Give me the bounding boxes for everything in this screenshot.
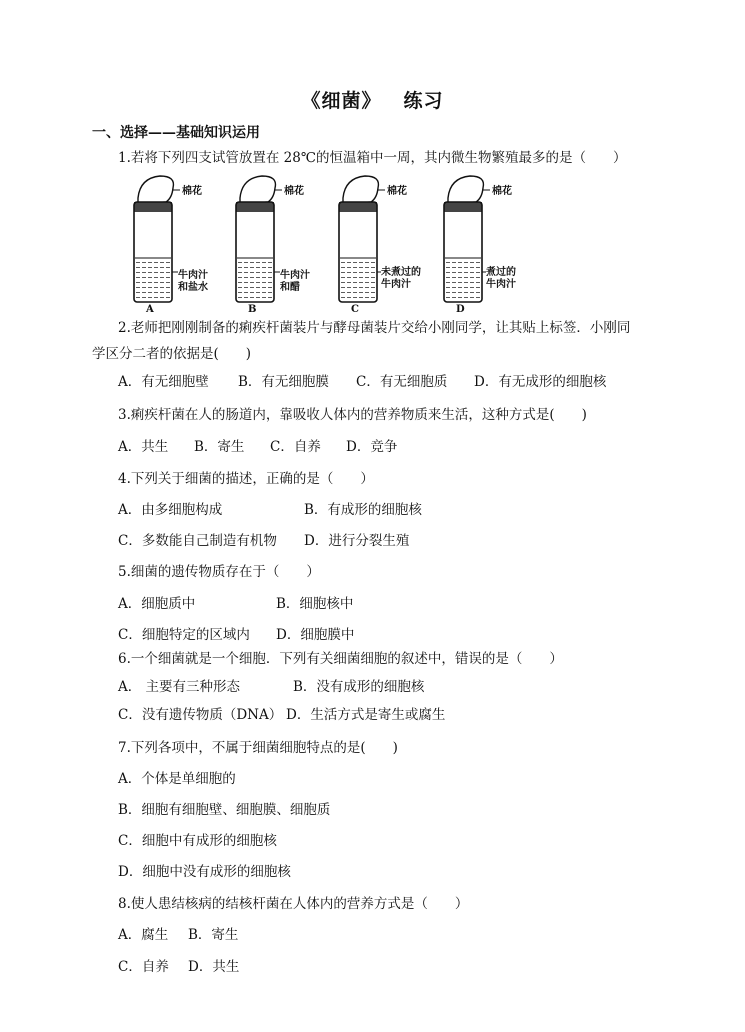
q8-option-c: C．自养 [118,959,169,975]
q4-options-row-2 [118,529,409,549]
q5-option-c: C．细胞特定的区域内 [118,627,250,643]
q3-options [118,435,397,455]
q4-options-row-1 [118,498,422,518]
q8-options-row-2 [118,955,239,975]
section-heading: 一、选择——基础知识运用 [92,125,260,141]
q6-options-row-1 [118,675,424,695]
tube-d-letter: D [456,304,465,315]
q7-option-a: A．个体是单细胞的 [118,771,236,787]
page-title [0,86,745,113]
q8-stem: 8.使人患结核病的结核杆菌在人体内的营养方式是（ ） [118,896,469,912]
q7-option-b: B．细胞有细胞壁、细胞膜、细胞质 [118,802,331,818]
q4-option-d: D．进行分裂生殖 [304,533,410,549]
q3-option-c: C．自养 [270,439,321,455]
tube-b-label-2: 和醋 [280,282,300,293]
q7-option-d: D．细胞中没有成形的细胞核 [118,864,291,880]
tube-a-label-2: 和盐水 [178,282,208,293]
q4-option-b: B．有成形的细胞核 [304,502,422,518]
q2-options [118,370,606,390]
tube-c-letter: C [351,304,359,315]
q6-option-c: C．没有遗传物质（DNA） [118,707,283,723]
tube-d-label-1: 煮过的 [486,267,516,278]
tube-c-label-1: 未煮过的 [381,267,421,278]
q5-option-b: B．细胞核中 [276,596,354,612]
q2-stem-1: 2.老师把刚刚制备的痢疾杆菌装片与酵母菌装片交给小刚同学，让其贴上标签．小刚同 [118,320,631,336]
q7-stem: 7.下列各项中，不属于细菌细胞特点的是( ) [118,740,398,756]
q2-option-a: A．有无细胞壁 [118,374,209,390]
test-tubes-figure [118,170,548,315]
q4-stem: 4.下列关于细菌的描述，正确的是（ ） [118,471,374,487]
q2-option-c: C．有无细胞质 [356,374,448,390]
q6-options-row-2 [118,703,445,723]
tube-a-letter: A [146,304,154,315]
q4-option-a: A．由多细胞构成 [118,502,223,518]
q1-stem: 1.若将下列四支试管放置在 28℃的恒温箱中一周，其内微生物繁殖最多的是（ ） [118,150,627,166]
tube-d-top-label: 棉花 [492,186,512,197]
q5-stem: 5.细菌的遗传物质存在于（ ） [118,564,320,580]
q5-option-a: A．细胞质中 [118,596,196,612]
q3-option-a: A．共生 [118,439,169,455]
tube-b-top-label: 棉花 [284,186,304,197]
tube-a-label-1: 牛肉汁 [178,270,208,281]
q8-options-row-1 [118,923,238,943]
tube-a-top-label: 棉花 [182,186,202,197]
q5-options-row-1 [118,592,353,612]
q3-option-d: D．竞争 [346,439,398,455]
q4-option-c: C．多数能自己制造有机物 [118,533,277,549]
q6-stem: 6.一个细菌就是一个细胞．下列有关细菌细胞的叙述中，错误的是（ ） [118,651,563,667]
q2-option-d: D．有无成形的细胞核 [474,374,607,390]
tube-b-letter: B [248,304,257,315]
tube-c [339,176,421,315]
q6-option-d: D．生活方式是寄生或腐生 [286,707,446,723]
q2-option-b: B．有无细胞膜 [238,374,329,390]
q8-option-b: B．寄生 [188,927,239,943]
q2-stem-2: 学区分二者的依据是( ) [92,346,252,362]
tube-d [444,176,516,315]
tube-a [134,176,208,315]
q8-option-d: D．共生 [188,959,240,975]
tube-b [236,176,310,315]
q3-option-b: B．寄生 [194,439,245,455]
tube-b-label-1: 牛肉汁 [280,270,310,281]
q5-option-d: D．细胞膜中 [276,627,355,643]
tube-c-label-2: 牛肉汁 [381,279,411,290]
q6-option-a: A． 主要有三种形态 [118,679,241,695]
tube-d-label-2: 牛肉汁 [486,279,516,290]
title-sub: 练习 [403,90,444,112]
title-main: 《细菌》 [301,90,382,112]
test-tubes-drawing [118,170,548,315]
q5-options-row-2 [118,623,354,643]
q6-option-b: B．没有成形的细胞核 [293,679,425,695]
q7-option-c: C．细胞中有成形的细胞核 [118,833,277,849]
q3-stem: 3.痢疾杆菌在人的肠道内，靠吸收人体内的营养物质来生活，这种方式是( ) [118,407,587,423]
tube-c-top-label: 棉花 [387,186,407,197]
q8-option-a: A．腐生 [118,927,169,943]
